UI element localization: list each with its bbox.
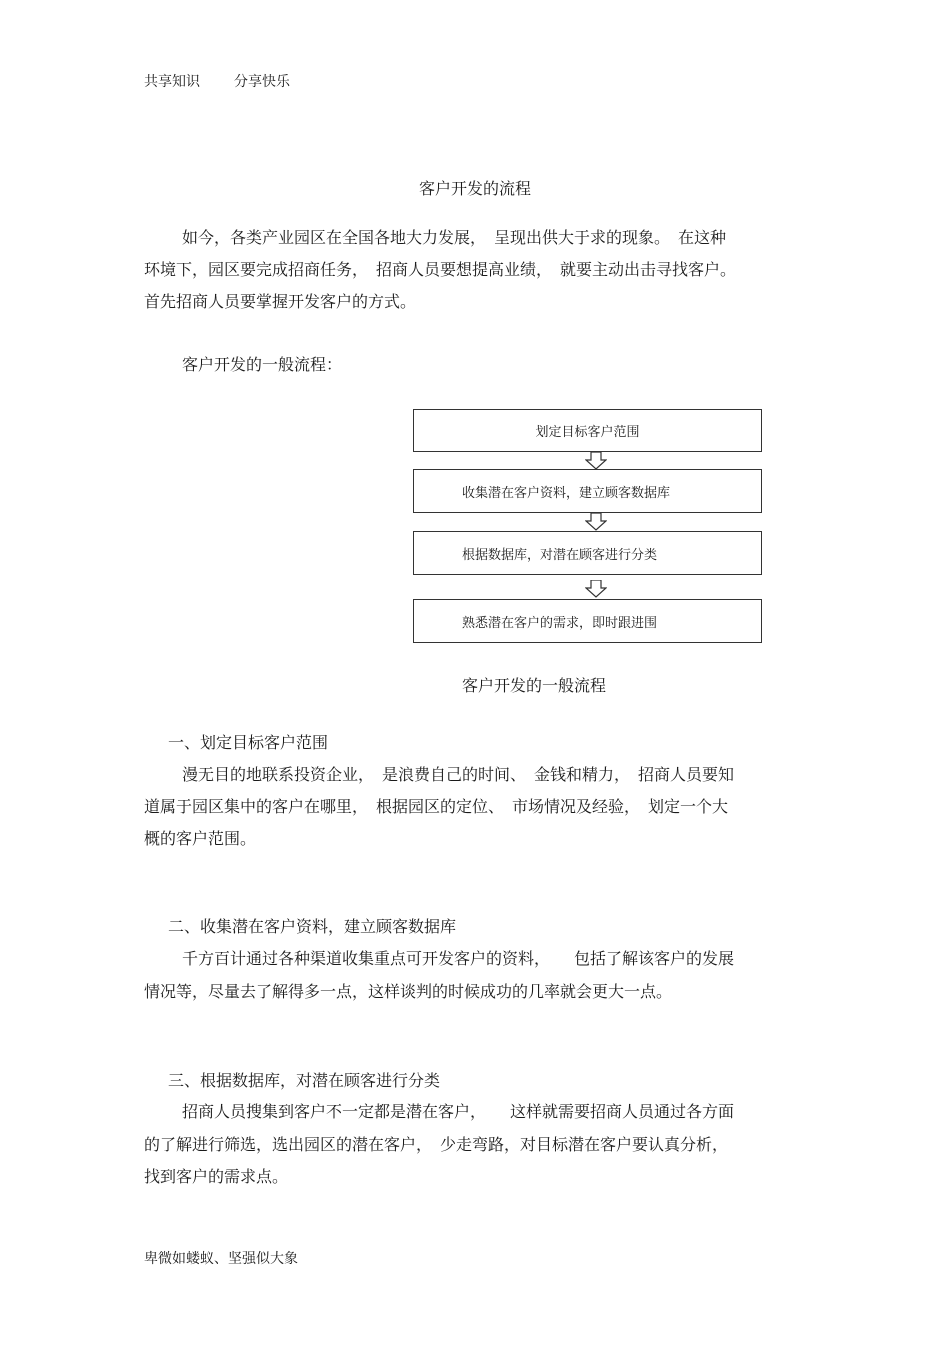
down-arrow-icon <box>585 580 607 598</box>
intro-line-1: 如今，各类产业园区在全国各地大力发展， 呈现出供大于求的现象。 在这种 <box>182 228 727 247</box>
section-3-line-3: 找到客户的需求点。 <box>144 1167 289 1186</box>
section-1-line-3: 概的客户范围。 <box>144 829 257 848</box>
section-2-line-2: 情况等，尽量去了解得多一点，这样谈判的时候成功的几率就会更大一点。 <box>144 982 673 1001</box>
down-arrow-icon <box>585 452 607 470</box>
down-arrow-icon <box>585 513 607 531</box>
intro-line-2: 环境下，园区要完成招商任务， 招商人员要想提高业绩， 就要主动出击寻找客户。 <box>144 260 737 279</box>
intro-line-3: 首先招商人员要掌握开发客户的方式。 <box>144 292 417 311</box>
page-header <box>144 71 290 91</box>
header-right: 分享快乐 <box>234 74 290 90</box>
flow-step-4-label: 熟悉潜在客户的需求，即时跟进围 <box>462 615 658 631</box>
flow-step-3 <box>413 531 762 575</box>
section-2-line-1: 千方百计通过各种渠道收集重点可开发客户的资料， 包括了解该客户的发展 <box>182 949 735 968</box>
page-footer: 卑微如蝼蚁、坚强似大象 <box>144 1251 298 1267</box>
section-3-line-2: 的了解进行筛选，选出园区的潜在客户， 少走弯路，对目标潜在客户要认真分析， <box>144 1135 729 1154</box>
header-left: 共享知识 <box>144 74 200 90</box>
document-title: 客户开发的流程 <box>418 179 531 198</box>
flow-step-1-label: 划定目标客户范围 <box>535 425 640 440</box>
section-1-heading: 一、划定目标客户范围 <box>168 733 329 752</box>
flowchart-caption: 客户开发的一般流程 <box>462 676 607 695</box>
section-2-heading: 二、收集潜在客户资料，建立顾客数据库 <box>168 917 457 936</box>
section-1-line-2: 道属于园区集中的客户在哪里， 根据园区的定位、 市场情况及经验， 划定一个大 <box>144 797 729 816</box>
flow-step-3-label: 根据数据库，对潜在顾客进行分类 <box>462 547 658 563</box>
flow-step-2-label: 收集潜在客户资料，建立顾客数据库 <box>462 485 671 501</box>
flow-intro: 客户开发的一般流程： <box>182 355 343 374</box>
section-1-line-1: 漫无目的地联系投资企业， 是浪费自己的时间、 金钱和精力， 招商人员要知 <box>182 765 735 784</box>
section-3-line-1: 招商人员搜集到客户不一定都是潜在客户， 这样就需要招商人员通过各方面 <box>182 1102 735 1121</box>
section-3-heading: 三、根据数据库，对潜在顾客进行分类 <box>168 1071 441 1090</box>
flow-step-2 <box>413 469 762 513</box>
flow-step-4 <box>413 599 762 643</box>
flow-step-1 <box>413 409 762 452</box>
